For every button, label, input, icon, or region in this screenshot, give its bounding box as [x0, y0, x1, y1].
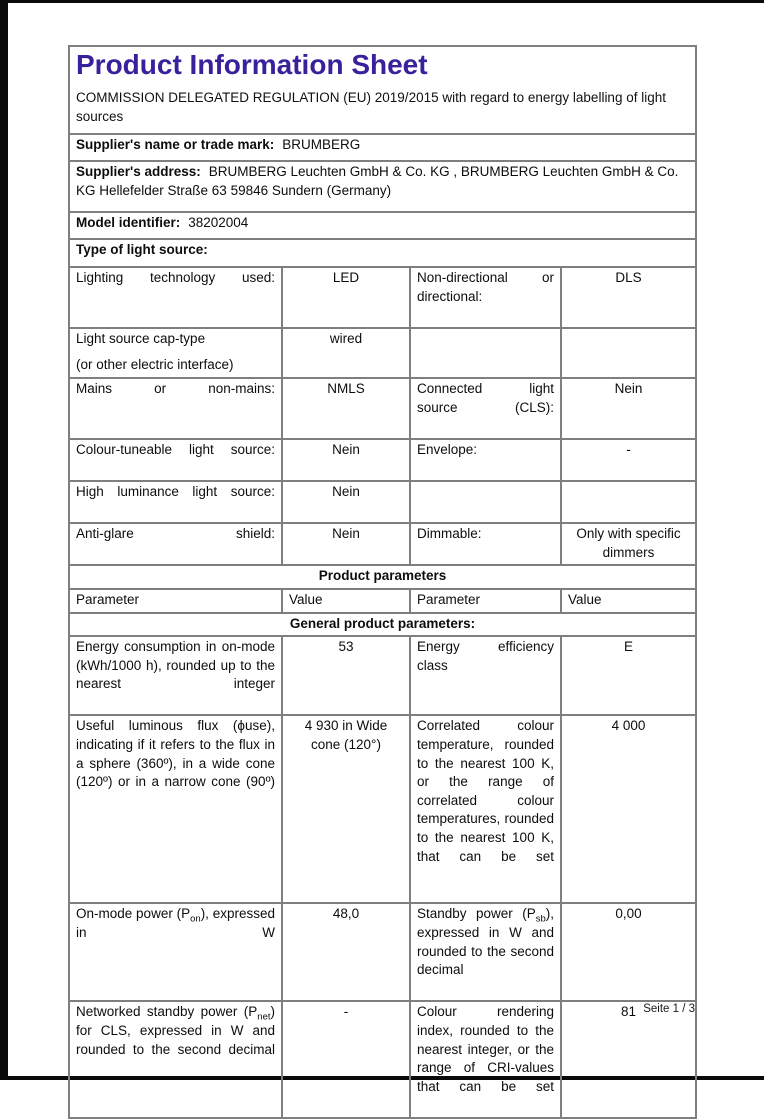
supplier-address-value: BRUMBERG Leuchten GmbH & Co. KG , BRUMBERG Leuchten GmbH & Co. KG Hellefelder Straße 63 59846 Sundern (Germany) [76, 164, 679, 198]
model-identifier-label: Model identifier: [76, 215, 181, 230]
table-row [69, 267, 696, 328]
table-row [69, 439, 696, 481]
param-colour-tuneable: Colour-tuneable light source: [69, 439, 282, 481]
param-anti-glare-shield: Anti-glare shield: [69, 523, 282, 565]
model-identifier-value: 38202004 [188, 215, 249, 230]
subscript-on: on [190, 914, 201, 926]
param-colour-rendering-index: Colour rendering index, rounded to the nearest integer, or the range of CRI-values that can be set [410, 1001, 561, 1118]
value-dimmable: Only with specific dimmers [561, 523, 696, 565]
table-row [69, 523, 696, 565]
value-on-mode-power: 48,0 [282, 903, 410, 1001]
value-standby-power: 0,00 [561, 903, 696, 1001]
regulation-subtitle: COMMISSION DELEGATED REGULATION (EU) 2019/2015 with regard to energy labelling of light sources [76, 90, 666, 124]
table-row [69, 903, 696, 1001]
column-header-value-1: Value [282, 589, 410, 613]
supplier-address-label: Supplier's address: [76, 164, 201, 179]
model-identifier-row [69, 212, 696, 239]
value-energy-efficiency-class: E [561, 636, 696, 715]
value-envelope: - [561, 439, 696, 481]
page-number: Seite 1 / 3 [643, 1003, 695, 1015]
cap-type-line2: (or other electric interface) [76, 357, 234, 373]
table-row [69, 481, 696, 523]
value-empty [561, 328, 696, 378]
column-header-parameter-1: Parameter [69, 589, 282, 613]
document-table [68, 45, 697, 1119]
table-row [69, 328, 696, 378]
product-parameters-heading: Product parameters [69, 565, 696, 589]
value-empty [561, 481, 696, 523]
param-lighting-technology: Lighting technology used: [69, 267, 282, 328]
cap-type-line1: Light source cap-type [76, 330, 206, 346]
column-header-value-2: Value [561, 589, 696, 613]
param-empty [410, 328, 561, 378]
supplier-name-row [69, 134, 696, 161]
param-envelope: Envelope: [410, 439, 561, 481]
column-header-row [69, 589, 696, 613]
value-high-luminance: Nein [282, 481, 410, 523]
table-row [69, 1001, 696, 1118]
param-mains: Mains or non-mains: [69, 378, 282, 439]
column-header-parameter-2: Parameter [410, 589, 561, 613]
param-dimmable: Dimmable: [410, 523, 561, 565]
product-information-sheet [68, 45, 696, 1119]
param-useful-luminous-flux: Useful luminous flux (ϕuse), indicating if it refers to the flux in a sphere (360º), in a wide cone (120º) or in a narrow cone (90º) [69, 715, 282, 903]
value-mains: NMLS [282, 378, 410, 439]
param-on-mode-power: On-mode power $(P_{on})$, expressed in W [69, 903, 282, 1001]
scan-edge-left [0, 0, 8, 1080]
supplier-name-label: Supplier's name or trade mark: [76, 137, 275, 152]
param-cap-type [69, 328, 282, 378]
value-energy-consumption: 53 [282, 636, 410, 715]
type-of-light-source-heading: Type of light source: [69, 239, 696, 267]
supplier-address-row [69, 161, 696, 212]
value-lighting-technology: LED [282, 267, 410, 328]
general-product-parameters-heading: General product parameters: [69, 613, 696, 637]
param-energy-efficiency-class: Energy efficiency class [410, 636, 561, 715]
scan-edge-top [0, 0, 764, 3]
param-energy-consumption: Energy consumption in on-mode (kWh/1000 h), rounded up to the nearest integer [69, 636, 282, 715]
table-row [69, 378, 696, 439]
param-standby-power: Standby power $(P_{sb})$, expressed in W and rounded to the second decimal [410, 903, 561, 1001]
title-cell [69, 46, 696, 134]
param-high-luminance: High luminance light source: [69, 481, 282, 523]
param-directionality: Non-directional or directional: [410, 267, 561, 328]
param-empty [410, 481, 561, 523]
value-directionality: DLS [561, 267, 696, 328]
table-row [69, 715, 696, 903]
value-colour-tuneable: Nein [282, 439, 410, 481]
page-title: Product Information Sheet [76, 49, 428, 80]
supplier-name-value: BRUMBERG [282, 137, 361, 152]
value-useful-luminous-flux: 4 930 in Wide cone (120°) [282, 715, 410, 903]
value-anti-glare-shield: Nein [282, 523, 410, 565]
table-row [69, 636, 696, 715]
value-correlated-colour-temperature: 4 000 [561, 715, 696, 903]
param-networked-standby-power: Networked standby power $(P_{net})$ for CLS, expressed in W and rounded to the second decimal [69, 1001, 282, 1118]
value-networked-standby-power: - [282, 1001, 410, 1118]
value-colour-rendering-index: 81 [561, 1001, 696, 1118]
subscript-net: net [257, 1012, 271, 1024]
subscript-sb: sb [535, 914, 546, 926]
value-connected-light-source: Nein [561, 378, 696, 439]
param-connected-light-source: Connected light source (CLS): [410, 378, 561, 439]
value-cap-type: wired [282, 328, 410, 378]
param-correlated-colour-temperature: Correlated colour temperature, rounded to the nearest 100 K, or the range of correlated colour temperatures, rounded to the nearest 100 K, that can be set [410, 715, 561, 903]
